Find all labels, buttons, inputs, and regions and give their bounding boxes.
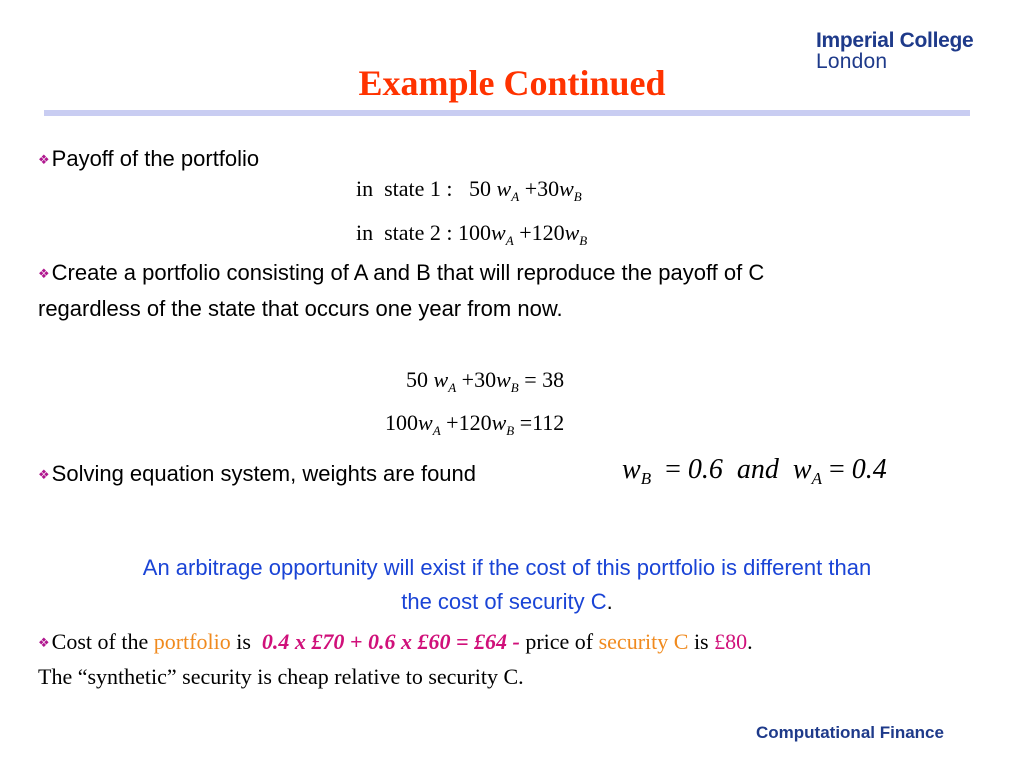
arbitrage-note-line1: An arbitrage opportunity will exist if the cost of this portfolio is different than bbox=[142, 555, 872, 580]
sys2-plus: + bbox=[446, 410, 459, 435]
cost-t5: price of bbox=[519, 629, 599, 654]
cost-price: £80 bbox=[714, 629, 748, 654]
cost-t3: is bbox=[230, 629, 257, 654]
eq1-w: w bbox=[496, 176, 512, 201]
cost-portfolio: portfolio bbox=[153, 629, 231, 654]
eq1-sub-b: B bbox=[573, 189, 582, 204]
cost-calculation: 0.4 x £70 + 0.6 x £60 = £64 - bbox=[261, 629, 520, 654]
eq2-w: w bbox=[491, 220, 506, 245]
arbitrage-note bbox=[0, 551, 1014, 619]
diamond-bullet-icon: ❖ bbox=[38, 152, 50, 167]
sys2-sub-a: A bbox=[432, 423, 441, 438]
eq2-sub-a: A bbox=[505, 233, 514, 248]
sys2-coef-b: 120 bbox=[458, 410, 492, 435]
arbitrage-note-period: . bbox=[606, 589, 613, 614]
cost-t9: . bbox=[747, 629, 753, 654]
result-sub-a: A bbox=[811, 469, 822, 488]
result-w: w bbox=[622, 454, 641, 485]
eq2-sub-b: B bbox=[579, 233, 588, 248]
eq1-coef-b: 30 bbox=[537, 176, 560, 201]
eq2-coef-b: 120 bbox=[531, 220, 565, 245]
eq1-plus: + bbox=[524, 176, 538, 201]
diamond-bullet-icon: ❖ bbox=[38, 467, 50, 482]
bullet-create-line1: Create a portfolio consisting of A and B that will reproduce the payoff of C bbox=[51, 260, 765, 285]
eq1-sub-a: A bbox=[511, 189, 520, 204]
bullet-create-portfolio bbox=[38, 255, 764, 326]
eq2-plus: + bbox=[519, 220, 532, 245]
result-equals-2: = bbox=[828, 454, 845, 485]
sys1-coef-b: 30 bbox=[474, 367, 497, 392]
sys2-equals: = bbox=[519, 410, 533, 435]
sys1-w: w bbox=[433, 367, 449, 392]
result-w2: w bbox=[792, 454, 812, 485]
system-eq2 bbox=[374, 384, 564, 439]
sys1-w2: w bbox=[496, 367, 511, 392]
eq2-label: in state 2 : bbox=[356, 220, 453, 245]
bullet-cost bbox=[38, 625, 753, 694]
sys1-sub-b: B bbox=[510, 380, 519, 395]
diamond-bullet-icon: ❖ bbox=[38, 635, 50, 650]
cost-t1: Cost of the bbox=[51, 629, 154, 654]
result-sub-b: B bbox=[640, 469, 652, 488]
slide-title: Example Continued bbox=[358, 63, 666, 103]
sys2-rhs: 112 bbox=[532, 410, 565, 435]
result-and: and bbox=[736, 454, 779, 485]
diamond-bullet-icon: ❖ bbox=[38, 266, 50, 281]
sys2-sub-b: B bbox=[506, 423, 515, 438]
bullet-create-line2: regardless of the state that occurs one year from now. bbox=[38, 296, 563, 321]
eq2-w2: w bbox=[564, 220, 580, 245]
eq2-coef-a: 100 bbox=[458, 220, 492, 245]
result-wa-value: 0.4 bbox=[851, 454, 887, 485]
result-wb-value: 0.6 bbox=[687, 454, 723, 485]
result-equals-1: = bbox=[665, 454, 681, 485]
bullet-payoff-text: Payoff of the portfolio bbox=[51, 146, 260, 171]
equation-state2 bbox=[345, 194, 587, 249]
arbitrage-note-line2: the cost of security C bbox=[401, 589, 607, 614]
sys1-equals: = bbox=[524, 367, 537, 392]
bullet-solving bbox=[38, 461, 476, 487]
title-divider bbox=[44, 110, 970, 116]
sys1-sub-a: A bbox=[448, 380, 457, 395]
bullet-solving-text: Solving equation system, weights are found bbox=[51, 461, 477, 486]
cost-security-c: security C bbox=[598, 629, 689, 654]
sys1-rhs: 38 bbox=[542, 367, 565, 392]
logo-line1: Imperial College bbox=[816, 29, 974, 52]
cost-t7: is bbox=[688, 629, 715, 654]
eq1-label: in state 1 : bbox=[356, 176, 453, 201]
footer-course-name: Computational Finance bbox=[756, 723, 944, 742]
eq1-w2: w bbox=[559, 176, 574, 201]
sys1-plus: + bbox=[461, 367, 475, 392]
logo-line2: London bbox=[816, 50, 888, 73]
bullet-payoff bbox=[38, 146, 259, 172]
sys2-coef-a: 100 bbox=[385, 410, 418, 435]
sys2-w2: w bbox=[491, 410, 507, 435]
weights-result bbox=[622, 454, 887, 489]
cost-line2: The “synthetic” security is cheap relative to security C. bbox=[38, 664, 524, 689]
eq1-coef-a: 50 bbox=[469, 176, 492, 201]
sys1-coef-a: 50 bbox=[406, 367, 428, 392]
sys2-w: w bbox=[418, 410, 433, 435]
